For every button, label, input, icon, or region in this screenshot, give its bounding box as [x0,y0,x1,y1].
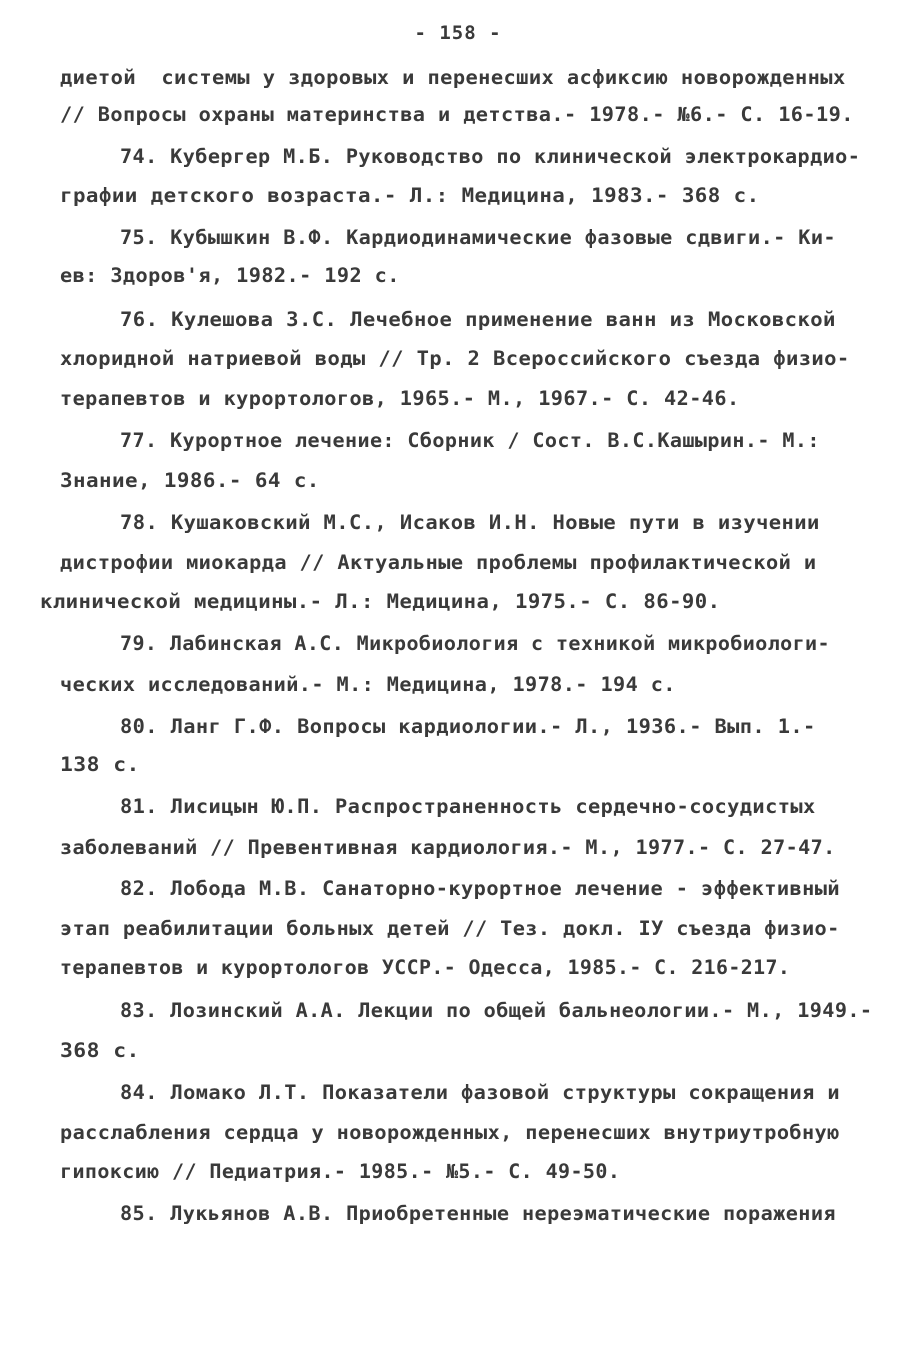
reference-entry-84: 84. Ломако Л.Т. Показатели фазовой структуры сокращения и [120,1081,841,1104]
text-line: гипоксию // Педиатрия.- 1985.- №5.- С. 49-50. [60,1160,621,1183]
text-line: заболеваний // Превентивная кардиология.- М., 1977.- С. 27-47. [60,836,836,859]
reference-entry-80: 80. Ланг Г.Ф. Вопросы кардиологии.- Л., 1936.- Вып. 1.- [120,715,816,738]
reference-entry-78: 78. Кушаковский М.С., Исаков И.Н. Новые пути в изучении [120,511,820,534]
text-line: дистрофии миокарда // Актуальные проблемы профилактической и [60,551,817,574]
text-line: хлоридной натриевой воды // Тр. 2 Всероссийского съезда физио- [60,347,850,370]
text-line: 138 с. [60,753,140,776]
reference-entry-74: 74. Кубергер М.Б. Руководство по клинической электрокардио- [120,145,861,168]
text-line: 368 с. [60,1039,140,1062]
reference-entry-75: 75. Кубышкин В.Ф. Кардиодинамические фазовые сдвиги.- Ки- [120,226,836,249]
text-line: терапевтов и курортологов, 1965.- М., 1967.- С. 42-46. [60,387,740,410]
reference-entry-77: 77. Курортное лечение: Сборник / Сост. В.С.Кашырин.- М.: [120,429,820,452]
text-line: ческих исследований.- М.: Медицина, 1978.- 194 с. [60,673,676,696]
text-line: графии детского возраста.- Л.: Медицина, 1983.- 368 с. [60,184,760,207]
text-line: клинической медицины.- Л.: Медицина, 1975.- С. 86-90. [40,590,721,613]
text-line: расслабления сердца у новорожденных, перенесших внутриутробную [60,1121,840,1144]
reference-entry-82: 82. Лобода М.В. Санаторно-курортное лечение - эффективный [120,877,841,900]
page-number: - 158 - [414,22,502,44]
reference-entry-85: 85. Лукьянов А.В. Приобретенные нереэматические поражения [120,1202,836,1225]
text-line: диетой системы у здоровых и перенесших асфиксию новорожденных [60,66,846,89]
reference-entry-83: 83. Лозинский А.А. Лекции по общей бальнеологии.- М., 1949.- [120,999,873,1022]
text-line: ев: Здоров'я, 1982.- 192 с. [60,264,400,287]
reference-entry-79: 79. Лабинская А.С. Микробиология с техникой микробиологи- [120,632,830,655]
reference-entry-76: 76. Кулешова З.С. Лечебное применение ванн из Московской [120,308,836,331]
reference-entry-81: 81. Лисицын Ю.П. Распространенность сердечно-сосудистых [120,795,816,818]
text-line: Знание, 1986.- 64 с. [60,469,320,492]
text-line: терапевтов и курортологов УССР.- Одесса, 1985.- С. 216-217. [60,956,791,979]
text-line: // Вопросы охраны материнства и детства.- 1978.- №6.- С. 16-19. [60,103,854,126]
text-line: этап реабилитации больных детей // Тез. докл. IУ съезда физио- [60,917,840,940]
